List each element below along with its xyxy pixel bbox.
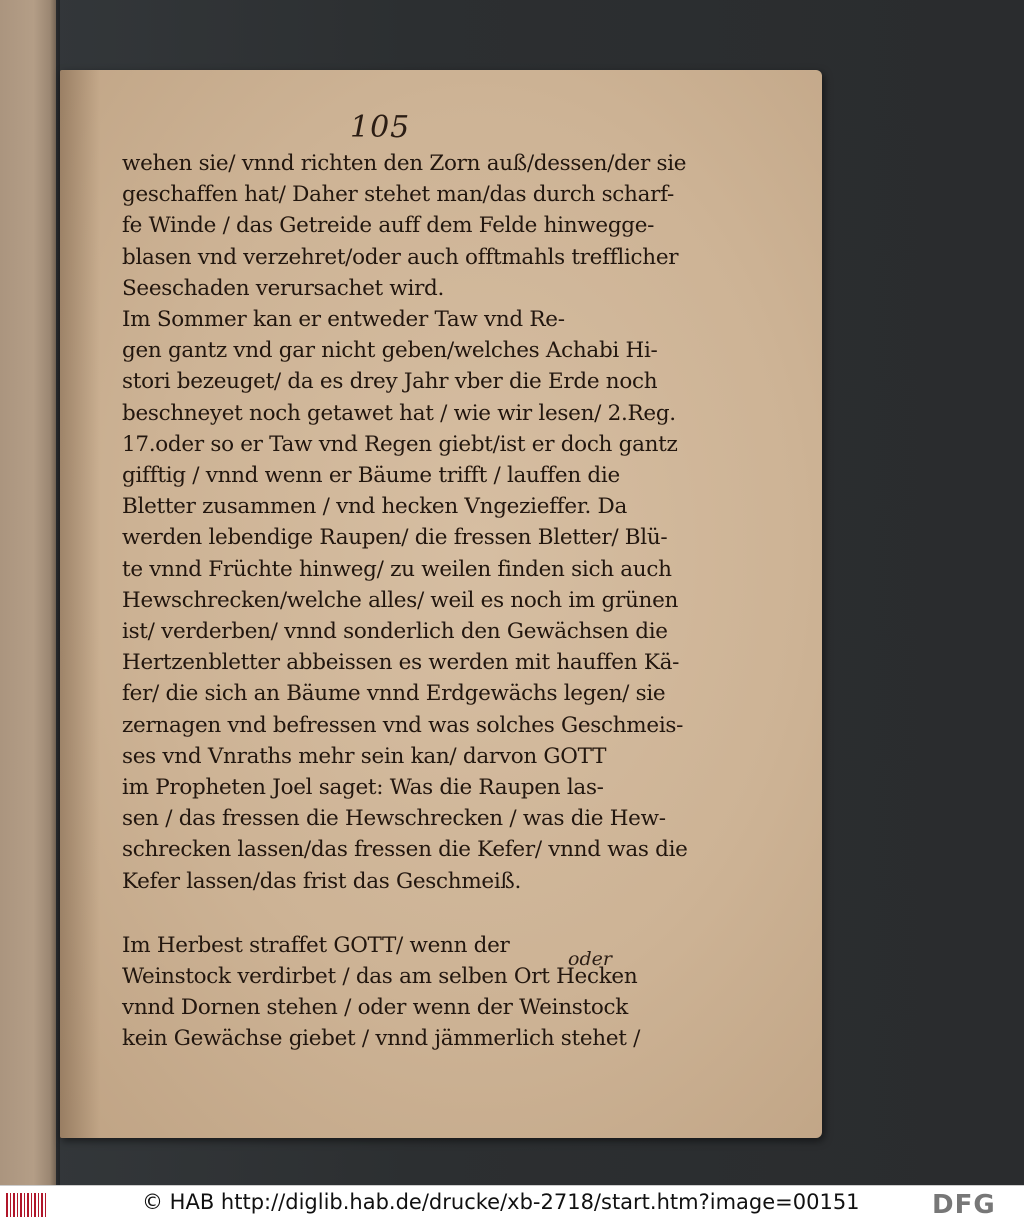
text-line: Hewschrecken/welche alles/ weil es noch im grünen <box>122 587 679 613</box>
text-line: gen gantz vnd gar nicht geben/welches Achabi Hi- <box>122 338 658 364</box>
page-gutter-shadow <box>60 70 100 1138</box>
catchword: oder <box>568 948 612 970</box>
text-line: Im Herbest straffet GOTT/ wenn der <box>122 932 510 958</box>
text-line: im Propheten Joel saget: Was die Raupen las- <box>122 775 604 801</box>
dfg-logo: DFG <box>932 1190 996 1220</box>
footer-bar <box>0 1185 1024 1224</box>
text-line: kein Gewächse giebet / vnnd jämmerlich stehet / <box>122 1026 641 1052</box>
text-line: blasen vnd verzehret/oder auch offtmahls trefflicher <box>122 244 679 270</box>
text-line: gifftig / vnnd wenn er Bäume trifft / lauffen die <box>122 463 620 489</box>
text-line: te vnnd Früchte hinweg/ zu weilen finden sich auch <box>122 556 672 582</box>
text-line: Im Sommer kan er entweder Taw vnd Re- <box>122 307 565 333</box>
text-line: zernagen vnd befressen vnd was solches Geschmeis- <box>122 712 684 738</box>
text-line: Weinstock verdirbet / das am selben Ort Hecken <box>122 964 638 990</box>
text-line: geschaffen hat/ Daher stehet man/das durch scharf- <box>122 182 674 208</box>
text-line: 17.oder so er Taw vnd Regen giebt/ist er doch gantz <box>122 431 678 457</box>
hab-barcode-icon <box>6 1193 46 1217</box>
text-line: Bletter zusammen / vnd hecken Vngezieffer. Da <box>122 494 627 520</box>
text-line: stori bezeuget/ da es drey Jahr vber die Erde noch <box>122 369 658 395</box>
text-line: fer/ die sich an Bäume vnnd Erdgewächs legen/ sie <box>122 681 666 707</box>
text-line: werden lebendige Raupen/ die fressen Bletter/ Blü- <box>122 525 668 551</box>
copyright-link[interactable]: © HAB http://diglib.hab.de/drucke/xb-2718/start.htm?image=00151 <box>142 1190 860 1214</box>
text-line: Seeschaden verursachet wird. <box>122 275 445 301</box>
text-line: vnnd Dornen stehen / oder wenn der Weinstock <box>122 995 628 1021</box>
previous-page-edge <box>0 0 56 1185</box>
text-line: Hertzenbletter abbeissen es werden mit hauffen Kä- <box>122 650 680 676</box>
text-line: wehen sie/ vnnd richten den Zorn auß/dessen/der sie <box>122 151 687 176</box>
text-line: fe Winde / das Getreide auff dem Felde hinwegge- <box>122 213 655 239</box>
text-line: ses vnd Vnraths mehr sein kan/ darvon GOTT <box>122 743 607 769</box>
book-page <box>60 70 822 1138</box>
text-line: Kefer lassen/das frist das Geschmeiß. <box>122 868 521 894</box>
paragraph-gap <box>122 897 622 930</box>
text-line: ist/ verderben/ vnnd sonderlich den Gewächsen die <box>122 619 668 645</box>
gutter-shadow <box>50 0 60 1185</box>
text-line: schrecken lassen/das fressen die Kefer/ vnnd was die <box>122 837 688 863</box>
text-line: beschneyet noch getawet hat / wie wir lesen/ 2.Reg. <box>122 400 676 426</box>
text-line: sen / das fressen die Hewschrecken / was die Hew- <box>122 806 666 832</box>
page-text <box>122 148 688 1055</box>
page-number: 105 <box>350 110 411 145</box>
